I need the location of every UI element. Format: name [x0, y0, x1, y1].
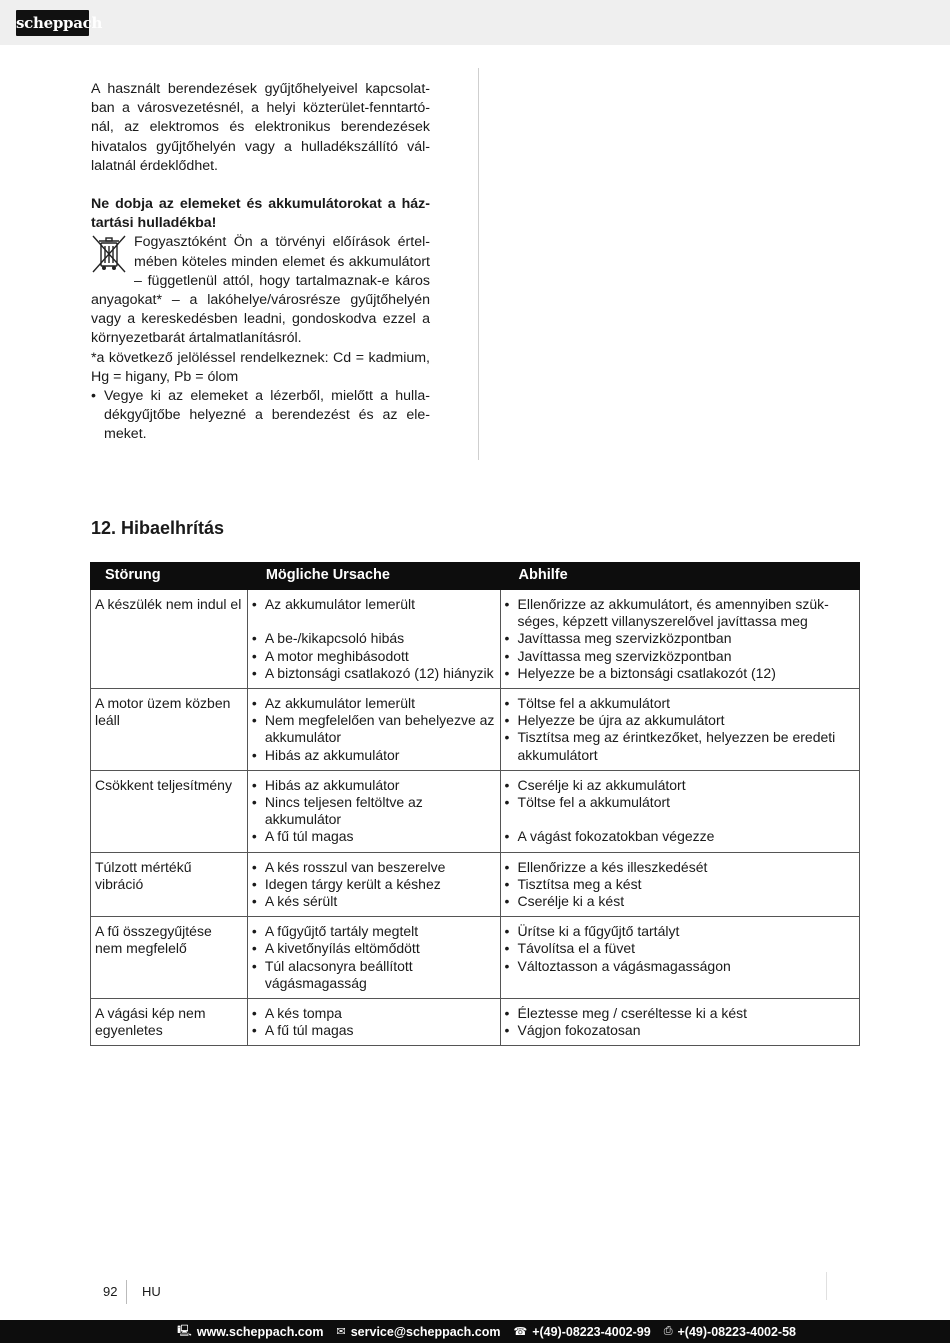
intro-paragraph: A használt berendezések gyűjtőhelyeivel kapcsolatban a városvezetésnél, a helyi közterület-fenntartónál, az elektromos és elektronikus berendezések hivatalos gyűjtőhelyén vagy a hulladékszállító vállalatnál érdeklődhet.: [91, 81, 430, 174]
fault-cell: Csökkent teljesítmény: [91, 770, 248, 852]
cause-item: • Nem megfelelően van behelyezve az akkumulátor: [252, 712, 496, 746]
phone-number: +(49)-08223-4002-99: [532, 1324, 651, 1339]
section-title: 12. Hibaelhrítás: [91, 518, 225, 538]
table-header-row: [91, 563, 860, 590]
crossed-out-bin-icon: [90, 233, 128, 275]
cause-cell: [247, 999, 500, 1046]
cause-item: • A be-/kikapcsoló hibás: [252, 630, 496, 647]
column-divider: [478, 68, 479, 460]
remedy-item: • Ellenőrizze az akkumulátort, és amennyiben szükséges, képzett villanyszerelővel javíttassa meg: [505, 596, 855, 630]
page-number: 92: [103, 1284, 118, 1299]
remedy-item: • Ellenőrizze a kés illeszkedését: [505, 859, 855, 876]
computer-icon: 🖳: [177, 1325, 192, 1337]
remedy-cell: [500, 999, 859, 1046]
remedy-item: • Javíttassa meg szervizközpontban: [505, 630, 855, 647]
remedy-item: • Töltse fel a akkumulátort: [505, 794, 855, 811]
fault-cell: A vágási kép nem egyenletes: [91, 999, 248, 1046]
cause-item: • Hibás az akkumulátor: [252, 777, 496, 794]
cause-item: • A fű túl magas: [252, 1022, 496, 1039]
cause-item: • A fű túl magas: [252, 828, 496, 845]
remedy-item: • Cserélje ki az akkumulátort: [505, 777, 855, 794]
remedy-item: • Tisztítsa meg az érintkezőket, helyezzen be eredeti akkumulátort: [505, 729, 855, 763]
remedy-item: • A vágást fokozatokban végezze: [505, 828, 855, 845]
brand-logo: scheppach: [16, 10, 89, 36]
email-link[interactable]: service@scheppach.com: [350, 1324, 501, 1339]
cause-item: • Túl alacsonyra beállított vágásmagasság: [252, 958, 496, 992]
remedy-item: • Éleztesse meg / cseréltesse ki a kést: [505, 1005, 855, 1022]
website-link[interactable]: www.scheppach.com: [196, 1324, 324, 1339]
table-row: [91, 999, 860, 1046]
cause-item: • A kés rosszul van beszerelve: [252, 859, 496, 876]
cause-item: • Nincs teljesen feltöltve az akkumulátor: [252, 794, 496, 828]
remedy-item: • Ürítse ki a fűgyűjtő tartályt: [505, 923, 855, 940]
fault-cell: Túlzott mértékű vibráció: [91, 852, 248, 917]
cause-item: • Hibás az akkumulátor: [252, 747, 496, 764]
remove-batteries-bullet: • Vegye ki az elemeket a lézerből, mielőtt a hulladékgyűjtőbe helyezné a berendezést és az elemeket.: [91, 387, 430, 445]
remedy-cell: [500, 770, 859, 852]
remedy-item: • Cserélje ki a kést: [505, 893, 855, 910]
cause-cell: [247, 590, 500, 689]
remedy-item: • Távolítsa el a füvet: [505, 940, 855, 957]
cause-item: • A biztonsági csatlakozó (12) hiányzik: [252, 665, 496, 682]
remedy-item: • Tisztítsa meg a kést: [505, 876, 855, 893]
footer-divider: [126, 1280, 127, 1304]
fax-icon: ⎙: [663, 1325, 673, 1337]
table-row: [91, 590, 860, 689]
footer-right-divider: [826, 1272, 827, 1300]
cause-item: • Az akkumulátor lemerült: [252, 695, 496, 712]
cause-item: • A kés sérült: [252, 893, 496, 910]
troubleshooting-table: [90, 562, 860, 1046]
cause-item: • Az akkumulátor lemerült: [252, 596, 496, 613]
footnote: *a következő jelöléssel rendelkeznek: Cd = kadmium, Hg = higany, Pb = ólom: [91, 349, 430, 385]
phone-icon: ☎: [513, 1326, 528, 1338]
email-contact[interactable]: [337, 1325, 501, 1339]
table-row: [91, 852, 860, 917]
website-contact[interactable]: [177, 1322, 323, 1341]
envelope-icon: ✉: [336, 1326, 346, 1338]
table-row: [91, 770, 860, 852]
disposal-text-column: [91, 80, 430, 445]
fax-number: +(49)-08223-4002-58: [677, 1324, 796, 1339]
remedy-item: • Javíttassa meg szervizközpontban: [505, 648, 855, 665]
header-cause: Mögliche Ursache: [247, 563, 500, 590]
battery-warning-text: Fogyasztóként Ön a törvényi előírások értelmében köteles minden elemet és akkumulátort – függetlenül attól, hogy tartalmaznak-e káros anyagokat* – a lakóhelye/városrésze gyűjtőhelyén vagy a kereskedésben leadni, gondoskodva ezzel a környezetbarát ártalmatlanításról.: [91, 234, 430, 347]
phone-contact: [513, 1325, 650, 1339]
table-row: [91, 689, 860, 771]
fault-cell: A fű összegyűjtése nem megfelelő: [91, 917, 248, 999]
cause-item: • A motor meghibásodott: [252, 648, 496, 665]
remedy-item: • Változtasson a vágásmagasságon: [505, 958, 855, 975]
remedy-cell: [500, 852, 859, 917]
fault-cell: A motor üzem közben leáll: [91, 689, 248, 771]
cause-cell: [247, 689, 500, 771]
cause-item: • A kivetőnyílás eltömődött: [252, 940, 496, 957]
remedy-item: • Helyezze be a biztonsági csatlakozót (12): [505, 665, 855, 682]
cause-item: • A kés tompa: [252, 1005, 496, 1022]
table-row: [91, 917, 860, 999]
cause-cell: [247, 852, 500, 917]
remedy-item: • Töltse fel a akkumulátort: [505, 695, 855, 712]
fax-contact: [664, 1325, 796, 1339]
header-band: [0, 0, 950, 45]
language-code: HU: [142, 1284, 161, 1299]
cause-item: • Idegen tárgy került a késhez: [252, 876, 496, 893]
cause-cell: [247, 770, 500, 852]
remedy-cell: [500, 689, 859, 771]
remedy-item: • Helyezze be újra az akkumulátort: [505, 712, 855, 729]
header-fault: Störung: [91, 563, 248, 590]
battery-warning-paragraph: [91, 233, 430, 348]
remedy-item: • Vágjon fokozatosan: [505, 1022, 855, 1039]
cause-cell: [247, 917, 500, 999]
remedy-cell: [500, 917, 859, 999]
fault-cell: A készülék nem indul el: [91, 590, 248, 689]
battery-warning-title: Ne dobja az elemeket és akkumulátorokat a háztartási hulladékba!: [91, 196, 430, 232]
header-remedy: Abhilfe: [500, 563, 859, 590]
contact-bar: [0, 1320, 950, 1343]
remedy-cell: [500, 590, 859, 689]
cause-item: • A fűgyűjtő tartály megtelt: [252, 923, 496, 940]
